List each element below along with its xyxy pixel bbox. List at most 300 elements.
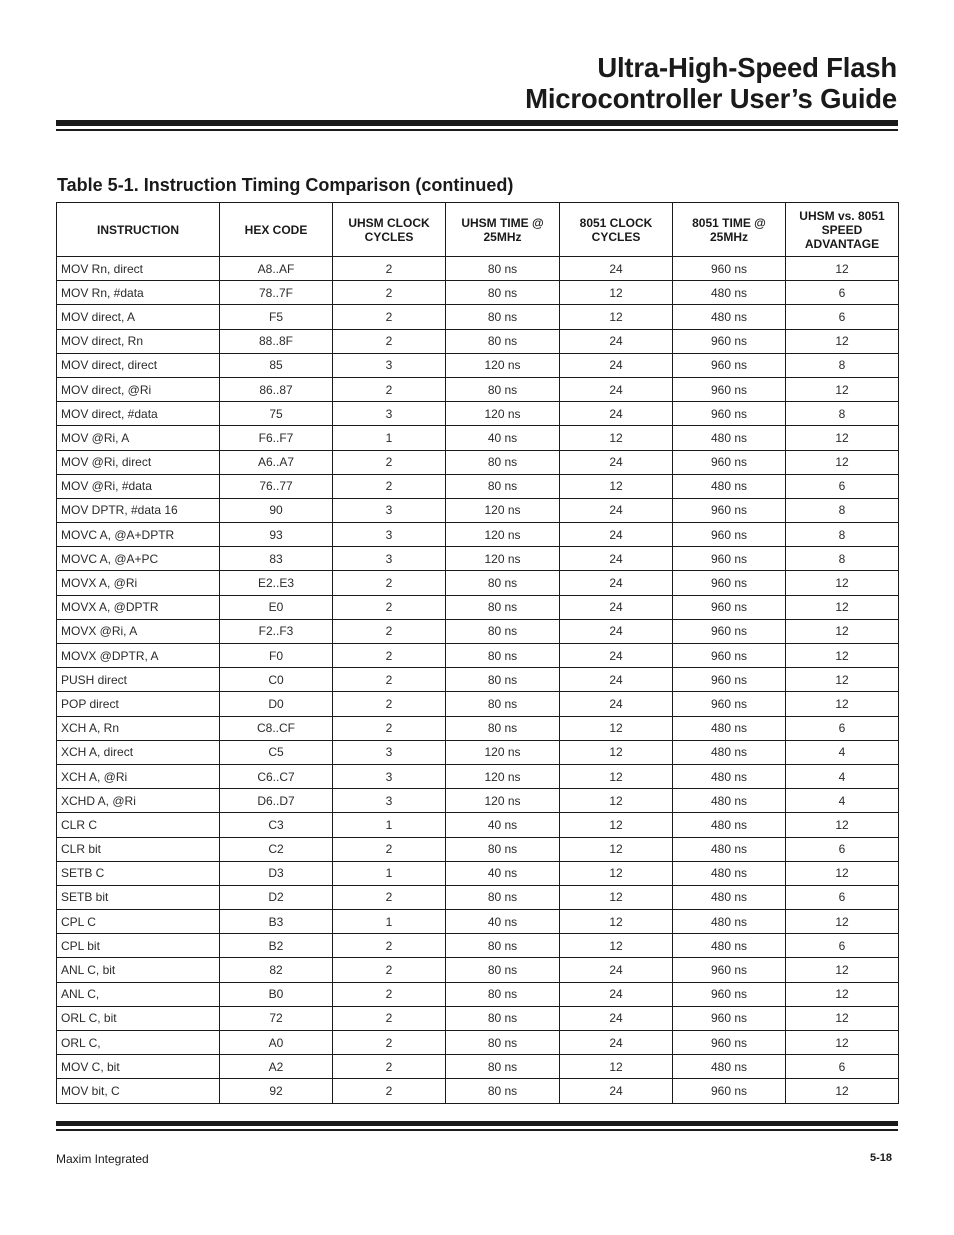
hex-code-cell: 82 <box>220 958 333 982</box>
8051-clock-cycles-cell: 24 <box>560 547 673 571</box>
instruction-cell: MOV bit, C <box>57 1079 220 1103</box>
8051-clock-cycles-cell: 12 <box>560 426 673 450</box>
table-row <box>57 1006 899 1030</box>
table-row <box>57 474 899 498</box>
instruction-cell: ANL C, <box>57 982 220 1006</box>
table-row <box>57 426 899 450</box>
speed-advantage-cell: 8 <box>786 523 899 547</box>
column-header-uhsm-clock-cycles: UHSM CLOCK CYCLES <box>333 203 446 257</box>
8051-time-cell: 960 ns <box>673 547 786 571</box>
hex-code-cell: C0 <box>220 668 333 692</box>
8051-clock-cycles-cell: 24 <box>560 450 673 474</box>
hex-code-cell: C5 <box>220 740 333 764</box>
table-row <box>57 281 899 305</box>
uhsm-time-cell: 80 ns <box>446 474 560 498</box>
8051-time-cell: 960 ns <box>673 523 786 547</box>
hex-code-cell: F0 <box>220 644 333 668</box>
speed-advantage-cell: 12 <box>786 982 899 1006</box>
instruction-cell: MOV direct, @Ri <box>57 377 220 401</box>
8051-clock-cycles-cell: 24 <box>560 402 673 426</box>
table-row <box>57 377 899 401</box>
table-row <box>57 595 899 619</box>
uhsm-time-cell: 80 ns <box>446 305 560 329</box>
table-row <box>57 571 899 595</box>
8051-time-cell: 480 ns <box>673 813 786 837</box>
uhsm-time-cell: 40 ns <box>446 861 560 885</box>
uhsm-time-cell: 80 ns <box>446 644 560 668</box>
hex-code-cell: 88..8F <box>220 329 333 353</box>
8051-time-cell: 960 ns <box>673 257 786 281</box>
uhsm-clock-cycles-cell: 2 <box>333 644 446 668</box>
speed-advantage-cell: 6 <box>786 837 899 861</box>
uhsm-time-cell: 80 ns <box>446 377 560 401</box>
8051-clock-cycles-cell: 12 <box>560 910 673 934</box>
speed-advantage-cell: 12 <box>786 1006 899 1030</box>
speed-advantage-cell: 12 <box>786 619 899 643</box>
uhsm-clock-cycles-cell: 2 <box>333 958 446 982</box>
uhsm-time-cell: 80 ns <box>446 934 560 958</box>
column-header-speed-advantage: UHSM vs. 8051 SPEED ADVANTAGE <box>786 203 899 257</box>
uhsm-time-cell: 80 ns <box>446 716 560 740</box>
8051-clock-cycles-cell: 24 <box>560 982 673 1006</box>
column-header-8051-time: 8051 TIME @ 25MHz <box>673 203 786 257</box>
uhsm-time-cell: 80 ns <box>446 837 560 861</box>
speed-advantage-cell: 6 <box>786 1055 899 1079</box>
8051-time-cell: 480 ns <box>673 837 786 861</box>
instruction-cell: MOVX A, @DPTR <box>57 595 220 619</box>
table-row <box>57 353 899 377</box>
hex-code-cell: F5 <box>220 305 333 329</box>
8051-clock-cycles-cell: 12 <box>560 813 673 837</box>
8051-clock-cycles-cell: 24 <box>560 1079 673 1103</box>
8051-time-cell: 480 ns <box>673 305 786 329</box>
uhsm-clock-cycles-cell: 2 <box>333 571 446 595</box>
table-body <box>57 257 899 1104</box>
instruction-cell: XCH A, Rn <box>57 716 220 740</box>
document-title-line-1: Ultra-High-Speed Flash <box>597 52 897 83</box>
uhsm-clock-cycles-cell: 3 <box>333 402 446 426</box>
uhsm-clock-cycles-cell: 1 <box>333 426 446 450</box>
instruction-cell: MOV Rn, direct <box>57 257 220 281</box>
8051-clock-cycles-cell: 24 <box>560 523 673 547</box>
speed-advantage-cell: 12 <box>786 450 899 474</box>
instruction-cell: MOV @Ri, A <box>57 426 220 450</box>
table-row <box>57 692 899 716</box>
8051-time-cell: 480 ns <box>673 474 786 498</box>
speed-advantage-cell: 6 <box>786 281 899 305</box>
uhsm-time-cell: 80 ns <box>446 1055 560 1079</box>
instruction-cell: CLR C <box>57 813 220 837</box>
speed-advantage-cell: 12 <box>786 958 899 982</box>
speed-advantage-cell: 6 <box>786 716 899 740</box>
8051-time-cell: 960 ns <box>673 644 786 668</box>
8051-clock-cycles-cell: 24 <box>560 668 673 692</box>
header-rule-thin <box>56 129 898 131</box>
table-row <box>57 498 899 522</box>
8051-clock-cycles-cell: 12 <box>560 716 673 740</box>
instruction-cell: MOV direct, A <box>57 305 220 329</box>
speed-advantage-cell: 8 <box>786 547 899 571</box>
instruction-cell: MOV DPTR, #data 16 <box>57 498 220 522</box>
hex-code-cell: A0 <box>220 1031 333 1055</box>
table-caption: Table 5-1. Instruction Timing Comparison (continued) <box>57 175 514 195</box>
uhsm-time-cell: 80 ns <box>446 329 560 353</box>
uhsm-time-cell: 80 ns <box>446 692 560 716</box>
document-title <box>525 52 897 114</box>
table-row <box>57 1031 899 1055</box>
uhsm-clock-cycles-cell: 2 <box>333 668 446 692</box>
instruction-cell: SETB C <box>57 861 220 885</box>
uhsm-clock-cycles-cell: 2 <box>333 450 446 474</box>
table-row <box>57 958 899 982</box>
hex-code-cell: 86..87 <box>220 377 333 401</box>
instruction-cell: POP direct <box>57 692 220 716</box>
hex-code-cell: C6..C7 <box>220 764 333 788</box>
8051-time-cell: 480 ns <box>673 740 786 764</box>
table-row <box>57 257 899 281</box>
table-header-row <box>57 203 899 257</box>
instruction-cell: ANL C, bit <box>57 958 220 982</box>
speed-advantage-cell: 12 <box>786 692 899 716</box>
table-row <box>57 789 899 813</box>
8051-clock-cycles-cell: 24 <box>560 692 673 716</box>
8051-time-cell: 960 ns <box>673 1031 786 1055</box>
speed-advantage-cell: 6 <box>786 885 899 909</box>
uhsm-time-cell: 80 ns <box>446 958 560 982</box>
uhsm-time-cell: 80 ns <box>446 571 560 595</box>
uhsm-clock-cycles-cell: 2 <box>333 377 446 401</box>
hex-code-cell: D2 <box>220 885 333 909</box>
hex-code-cell: D6..D7 <box>220 789 333 813</box>
hex-code-cell: 85 <box>220 353 333 377</box>
uhsm-clock-cycles-cell: 3 <box>333 523 446 547</box>
speed-advantage-cell: 12 <box>786 644 899 668</box>
table-row <box>57 837 899 861</box>
uhsm-clock-cycles-cell: 3 <box>333 789 446 813</box>
uhsm-clock-cycles-cell: 2 <box>333 257 446 281</box>
uhsm-time-cell: 80 ns <box>446 1031 560 1055</box>
uhsm-time-cell: 120 ns <box>446 740 560 764</box>
uhsm-clock-cycles-cell: 2 <box>333 692 446 716</box>
uhsm-time-cell: 80 ns <box>446 450 560 474</box>
instruction-timing-table <box>56 202 899 1104</box>
table-row <box>57 910 899 934</box>
instruction-cell: MOV C, bit <box>57 1055 220 1079</box>
uhsm-clock-cycles-cell: 2 <box>333 619 446 643</box>
uhsm-clock-cycles-cell: 2 <box>333 329 446 353</box>
8051-clock-cycles-cell: 24 <box>560 353 673 377</box>
speed-advantage-cell: 12 <box>786 1079 899 1103</box>
speed-advantage-cell: 8 <box>786 402 899 426</box>
speed-advantage-cell: 12 <box>786 329 899 353</box>
instruction-cell: MOV Rn, #data <box>57 281 220 305</box>
hex-code-cell: D0 <box>220 692 333 716</box>
8051-clock-cycles-cell: 24 <box>560 377 673 401</box>
instruction-cell: XCHD A, @Ri <box>57 789 220 813</box>
8051-time-cell: 480 ns <box>673 764 786 788</box>
8051-time-cell: 960 ns <box>673 377 786 401</box>
uhsm-time-cell: 120 ns <box>446 353 560 377</box>
hex-code-cell: 78..7F <box>220 281 333 305</box>
hex-code-cell: 76..77 <box>220 474 333 498</box>
uhsm-time-cell: 80 ns <box>446 595 560 619</box>
hex-code-cell: F6..F7 <box>220 426 333 450</box>
table-row <box>57 668 899 692</box>
uhsm-time-cell: 80 ns <box>446 257 560 281</box>
uhsm-clock-cycles-cell: 2 <box>333 885 446 909</box>
instruction-cell: MOV @Ri, direct <box>57 450 220 474</box>
table-row <box>57 813 899 837</box>
uhsm-time-cell: 80 ns <box>446 1006 560 1030</box>
uhsm-time-cell: 80 ns <box>446 668 560 692</box>
8051-time-cell: 480 ns <box>673 789 786 813</box>
instruction-cell: MOVX @Ri, A <box>57 619 220 643</box>
8051-clock-cycles-cell: 12 <box>560 1055 673 1079</box>
8051-time-cell: 960 ns <box>673 982 786 1006</box>
uhsm-clock-cycles-cell: 2 <box>333 1031 446 1055</box>
instruction-cell: MOV direct, #data <box>57 402 220 426</box>
hex-code-cell: C8..CF <box>220 716 333 740</box>
speed-advantage-cell: 12 <box>786 861 899 885</box>
instruction-cell: MOV @Ri, #data <box>57 474 220 498</box>
uhsm-clock-cycles-cell: 2 <box>333 1079 446 1103</box>
uhsm-clock-cycles-cell: 3 <box>333 353 446 377</box>
footer-page-number: 5-18 <box>869 1152 892 1164</box>
uhsm-time-cell: 80 ns <box>446 982 560 1006</box>
table-row <box>57 402 899 426</box>
uhsm-clock-cycles-cell: 3 <box>333 498 446 522</box>
8051-time-cell: 960 ns <box>673 1006 786 1030</box>
8051-clock-cycles-cell: 12 <box>560 474 673 498</box>
8051-time-cell: 480 ns <box>673 885 786 909</box>
table-row <box>57 1079 899 1103</box>
uhsm-clock-cycles-cell: 2 <box>333 934 446 958</box>
8051-time-cell: 480 ns <box>673 1055 786 1079</box>
speed-advantage-cell: 12 <box>786 377 899 401</box>
instruction-cell: MOVX @DPTR, A <box>57 644 220 668</box>
table-row <box>57 982 899 1006</box>
8051-clock-cycles-cell: 24 <box>560 958 673 982</box>
speed-advantage-cell: 6 <box>786 934 899 958</box>
8051-time-cell: 480 ns <box>673 910 786 934</box>
hex-code-cell: A6..A7 <box>220 450 333 474</box>
uhsm-clock-cycles-cell: 2 <box>333 1055 446 1079</box>
table-row <box>57 450 899 474</box>
speed-advantage-cell: 4 <box>786 764 899 788</box>
speed-advantage-cell: 8 <box>786 353 899 377</box>
uhsm-time-cell: 120 ns <box>446 764 560 788</box>
8051-clock-cycles-cell: 24 <box>560 571 673 595</box>
8051-time-cell: 960 ns <box>673 402 786 426</box>
instruction-cell: CPL C <box>57 910 220 934</box>
hex-code-cell: 72 <box>220 1006 333 1030</box>
uhsm-clock-cycles-cell: 3 <box>333 547 446 571</box>
table-row <box>57 1055 899 1079</box>
uhsm-clock-cycles-cell: 2 <box>333 305 446 329</box>
8051-time-cell: 960 ns <box>673 498 786 522</box>
hex-code-cell: 83 <box>220 547 333 571</box>
8051-clock-cycles-cell: 12 <box>560 305 673 329</box>
8051-time-cell: 480 ns <box>673 281 786 305</box>
instruction-cell: MOV direct, Rn <box>57 329 220 353</box>
8051-clock-cycles-cell: 24 <box>560 329 673 353</box>
hex-code-cell: B2 <box>220 934 333 958</box>
uhsm-time-cell: 120 ns <box>446 402 560 426</box>
table-row <box>57 740 899 764</box>
speed-advantage-cell: 12 <box>786 257 899 281</box>
instruction-cell: MOVC A, @A+DPTR <box>57 523 220 547</box>
8051-time-cell: 960 ns <box>673 668 786 692</box>
speed-advantage-cell: 6 <box>786 305 899 329</box>
hex-code-cell: B0 <box>220 982 333 1006</box>
table-row <box>57 934 899 958</box>
speed-advantage-cell: 12 <box>786 1031 899 1055</box>
instruction-cell: ORL C, <box>57 1031 220 1055</box>
uhsm-clock-cycles-cell: 1 <box>333 910 446 934</box>
hex-code-cell: 92 <box>220 1079 333 1103</box>
hex-code-cell: 93 <box>220 523 333 547</box>
8051-clock-cycles-cell: 12 <box>560 789 673 813</box>
instruction-cell: XCH A, @Ri <box>57 764 220 788</box>
header-rule-thick <box>56 120 898 126</box>
instruction-cell: MOVC A, @A+PC <box>57 547 220 571</box>
table-row <box>57 523 899 547</box>
8051-time-cell: 960 ns <box>673 353 786 377</box>
speed-advantage-cell: 12 <box>786 910 899 934</box>
uhsm-clock-cycles-cell: 2 <box>333 982 446 1006</box>
instruction-cell: CLR bit <box>57 837 220 861</box>
hex-code-cell: A8..AF <box>220 257 333 281</box>
footer-rule-thick <box>56 1121 898 1126</box>
8051-clock-cycles-cell: 24 <box>560 644 673 668</box>
8051-clock-cycles-cell: 12 <box>560 934 673 958</box>
8051-time-cell: 480 ns <box>673 716 786 740</box>
8051-time-cell: 960 ns <box>673 450 786 474</box>
hex-code-cell: A2 <box>220 1055 333 1079</box>
uhsm-clock-cycles-cell: 3 <box>333 740 446 764</box>
instruction-cell: MOV direct, direct <box>57 353 220 377</box>
uhsm-time-cell: 40 ns <box>446 910 560 934</box>
8051-time-cell: 960 ns <box>673 571 786 595</box>
hex-code-cell: E0 <box>220 595 333 619</box>
column-header-uhsm-time: UHSM TIME @ 25MHz <box>446 203 560 257</box>
uhsm-time-cell: 80 ns <box>446 1079 560 1103</box>
table-row <box>57 885 899 909</box>
speed-advantage-cell: 12 <box>786 595 899 619</box>
uhsm-clock-cycles-cell: 1 <box>333 861 446 885</box>
hex-code-cell: 90 <box>220 498 333 522</box>
hex-code-cell: F2..F3 <box>220 619 333 643</box>
8051-clock-cycles-cell: 12 <box>560 885 673 909</box>
instruction-cell: ORL C, bit <box>57 1006 220 1030</box>
8051-time-cell: 480 ns <box>673 934 786 958</box>
footer-company: Maxim Integrated <box>56 1152 149 1166</box>
document-title-line-2: Microcontroller User’s Guide <box>525 83 897 114</box>
hex-code-cell: 75 <box>220 402 333 426</box>
8051-clock-cycles-cell: 24 <box>560 498 673 522</box>
8051-clock-cycles-cell: 12 <box>560 281 673 305</box>
8051-clock-cycles-cell: 12 <box>560 740 673 764</box>
table-row <box>57 644 899 668</box>
8051-clock-cycles-cell: 24 <box>560 619 673 643</box>
uhsm-clock-cycles-cell: 2 <box>333 716 446 740</box>
instruction-cell: CPL bit <box>57 934 220 958</box>
uhsm-time-cell: 120 ns <box>446 498 560 522</box>
hex-code-cell: E2..E3 <box>220 571 333 595</box>
8051-time-cell: 960 ns <box>673 1079 786 1103</box>
uhsm-clock-cycles-cell: 2 <box>333 474 446 498</box>
instruction-cell: SETB bit <box>57 885 220 909</box>
speed-advantage-cell: 6 <box>786 474 899 498</box>
8051-clock-cycles-cell: 12 <box>560 837 673 861</box>
table-row <box>57 305 899 329</box>
hex-code-cell: D3 <box>220 861 333 885</box>
8051-clock-cycles-cell: 24 <box>560 595 673 619</box>
speed-advantage-cell: 4 <box>786 789 899 813</box>
table-row <box>57 716 899 740</box>
hex-code-cell: B3 <box>220 910 333 934</box>
speed-advantage-cell: 12 <box>786 571 899 595</box>
uhsm-time-cell: 120 ns <box>446 547 560 571</box>
footer-rule-thin <box>56 1129 898 1131</box>
8051-clock-cycles-cell: 12 <box>560 764 673 788</box>
hex-code-cell: C2 <box>220 837 333 861</box>
8051-clock-cycles-cell: 24 <box>560 1031 673 1055</box>
8051-time-cell: 960 ns <box>673 595 786 619</box>
uhsm-clock-cycles-cell: 3 <box>333 764 446 788</box>
8051-time-cell: 960 ns <box>673 958 786 982</box>
column-header-instruction: INSTRUCTION <box>57 203 220 257</box>
speed-advantage-cell: 12 <box>786 668 899 692</box>
column-header-hex-code: HEX CODE <box>220 203 333 257</box>
uhsm-clock-cycles-cell: 2 <box>333 281 446 305</box>
uhsm-clock-cycles-cell: 2 <box>333 1006 446 1030</box>
speed-advantage-cell: 12 <box>786 426 899 450</box>
instruction-cell: PUSH direct <box>57 668 220 692</box>
table-row <box>57 547 899 571</box>
uhsm-clock-cycles-cell: 2 <box>333 837 446 861</box>
table-row <box>57 619 899 643</box>
table-row <box>57 861 899 885</box>
instruction-cell: MOVX A, @Ri <box>57 571 220 595</box>
table-row <box>57 764 899 788</box>
column-header-8051-clock-cycles: 8051 CLOCK CYCLES <box>560 203 673 257</box>
uhsm-time-cell: 120 ns <box>446 523 560 547</box>
8051-time-cell: 960 ns <box>673 329 786 353</box>
table-row <box>57 329 899 353</box>
uhsm-time-cell: 80 ns <box>446 619 560 643</box>
8051-clock-cycles-cell: 12 <box>560 861 673 885</box>
hex-code-cell: C3 <box>220 813 333 837</box>
uhsm-time-cell: 40 ns <box>446 426 560 450</box>
8051-time-cell: 480 ns <box>673 426 786 450</box>
8051-clock-cycles-cell: 24 <box>560 257 673 281</box>
uhsm-clock-cycles-cell: 1 <box>333 813 446 837</box>
8051-time-cell: 960 ns <box>673 619 786 643</box>
uhsm-clock-cycles-cell: 2 <box>333 595 446 619</box>
8051-time-cell: 960 ns <box>673 692 786 716</box>
8051-clock-cycles-cell: 24 <box>560 1006 673 1030</box>
uhsm-time-cell: 80 ns <box>446 281 560 305</box>
uhsm-time-cell: 120 ns <box>446 789 560 813</box>
speed-advantage-cell: 4 <box>786 740 899 764</box>
uhsm-time-cell: 40 ns <box>446 813 560 837</box>
speed-advantage-cell: 12 <box>786 813 899 837</box>
instruction-cell: XCH A, direct <box>57 740 220 764</box>
speed-advantage-cell: 8 <box>786 498 899 522</box>
uhsm-time-cell: 80 ns <box>446 885 560 909</box>
8051-time-cell: 480 ns <box>673 861 786 885</box>
